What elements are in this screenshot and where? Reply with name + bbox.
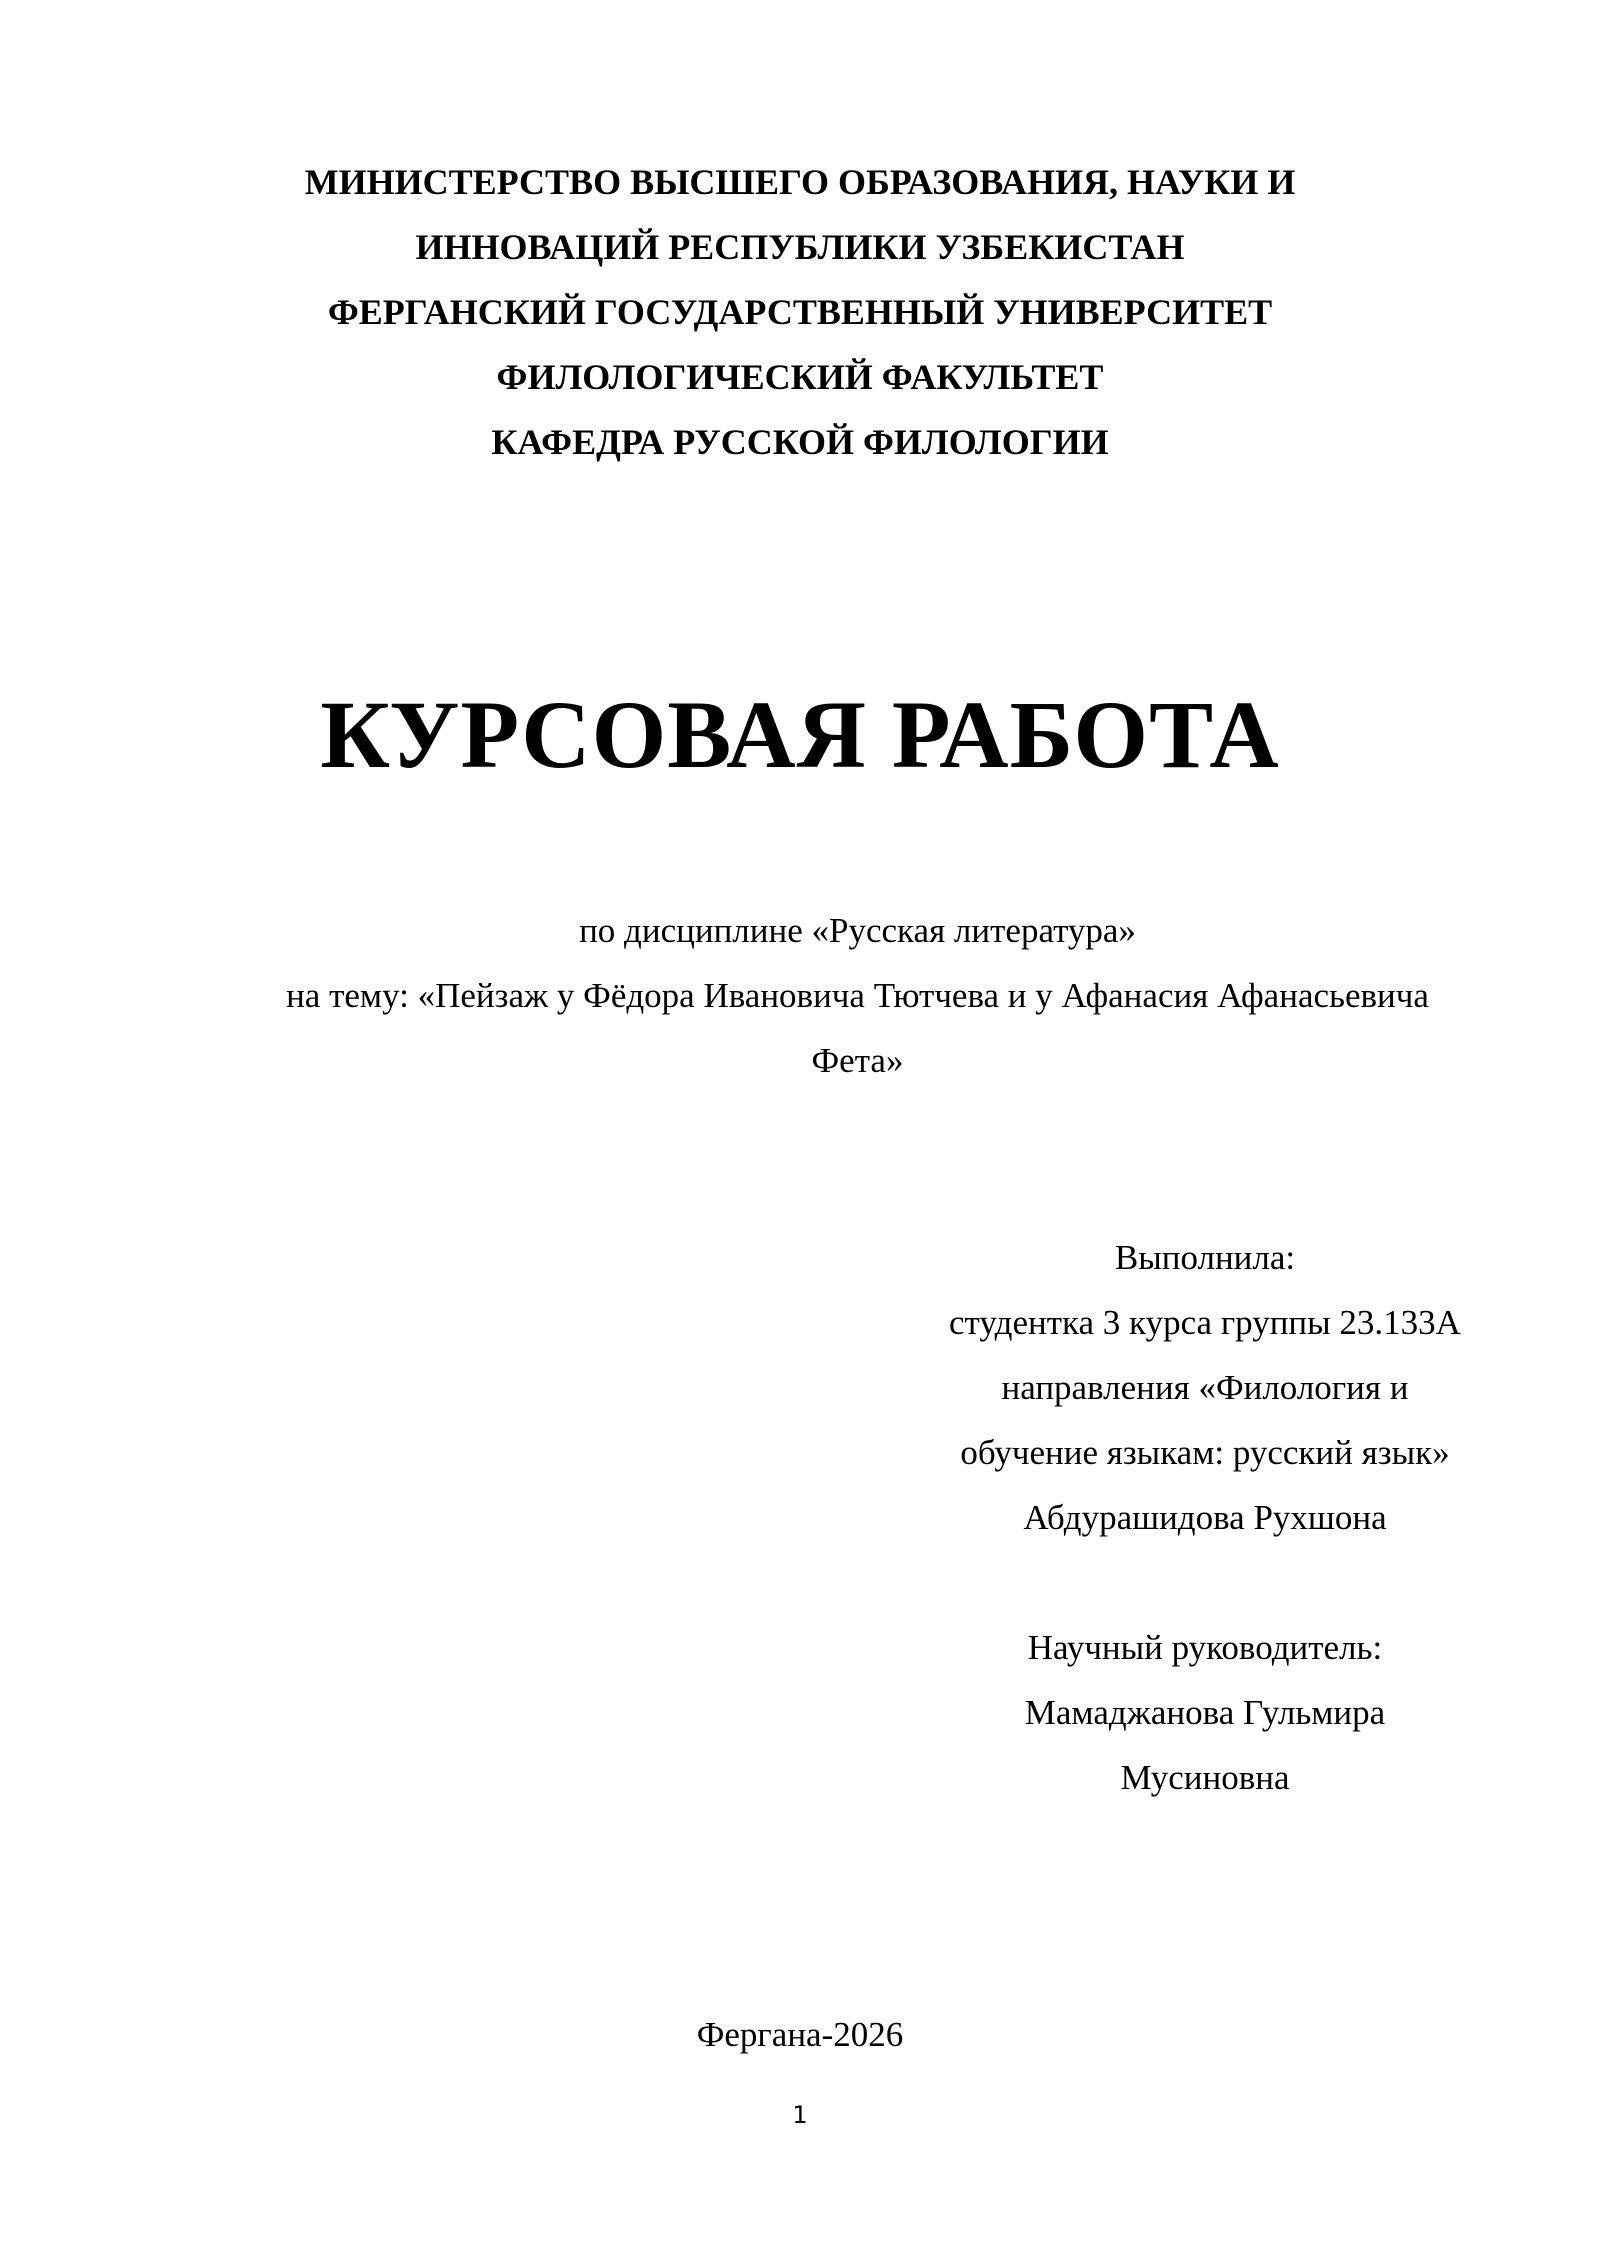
supervisor-label: Научный руководитель:: [1027, 1628, 1383, 1667]
supervisor-name-line-1: Мамаджанова Гульмира: [1024, 1693, 1386, 1732]
city-year: Фергана-2026: [696, 2015, 904, 2054]
supervisor-name-line-2: Мусиновна: [1120, 1758, 1290, 1797]
performer-label: Выполнила:: [1114, 1238, 1296, 1277]
document-title: КУРСОВАЯ РАБОТА: [320, 681, 1280, 788]
supervisor-block: [890, 1615, 1520, 1810]
institution-header: [0, 150, 1600, 475]
performer-direction-line-1: направления «Филология и: [1001, 1368, 1409, 1407]
header-line-ministry-1: МИНИСТЕРСТВО ВЫСШЕГО ОБРАЗОВАНИЯ, НАУКИ И: [304, 162, 1296, 202]
header-line-university: ФЕРГАНСКИЙ ГОСУДАРСТВЕННЫЙ УНИВЕРСИТЕТ: [327, 292, 1273, 332]
performer-direction-line-2: обучение языкам: русский язык»: [960, 1433, 1450, 1472]
topic-line-2: Фета»: [811, 1041, 904, 1080]
performer-block: [890, 1225, 1520, 1550]
header-line-department: КАФЕДРА РУССКОЙ ФИЛОЛОГИИ: [491, 422, 1109, 462]
header-line-faculty: ФИЛОЛОГИЧЕСКИЙ ФАКУЛЬТЕТ: [496, 357, 1104, 397]
subject-block: [230, 898, 1485, 1093]
discipline-line: по дисциплине «Русская литература»: [579, 911, 1136, 950]
topic-line-1: на тему: «Пейзаж у Фёдора Ивановича Тютчева и у Афанасия Афанасьевича: [286, 976, 1429, 1015]
header-line-ministry-2: ИННОВАЦИЙ РЕСПУБЛИКИ УЗБЕКИСТАН: [415, 227, 1185, 267]
performer-course-line: студентка 3 курса группы 23.133А: [949, 1303, 1461, 1342]
page-number: 1: [792, 2101, 808, 2129]
performer-name: Абдурашидова Рухшона: [1023, 1498, 1387, 1537]
